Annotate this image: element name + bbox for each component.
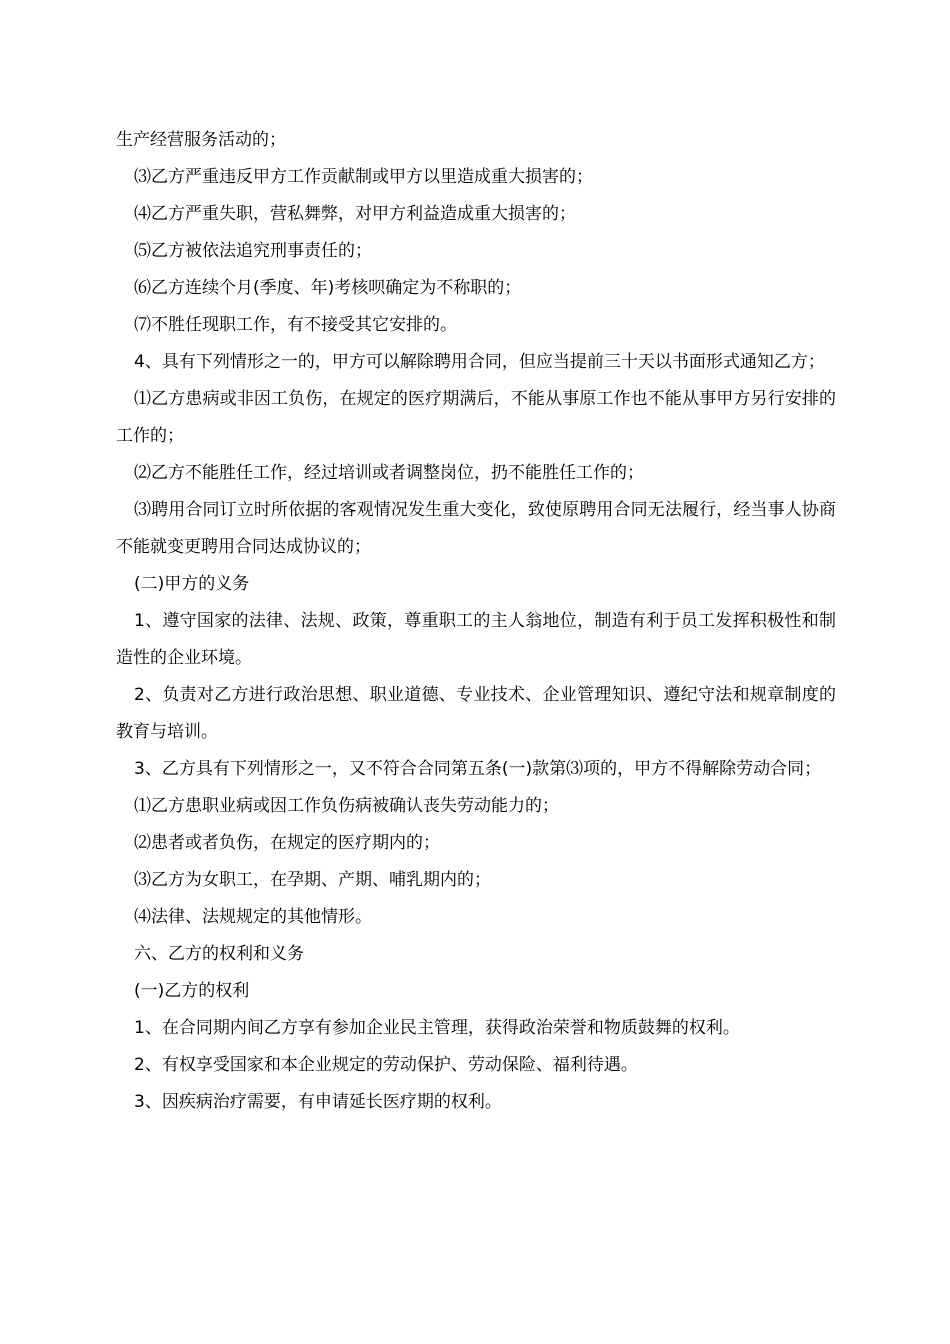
paragraph: 1、遵守国家的法律、法规、政策，尊重职工的主人翁地位，制造有利于员工发挥积极性和制造性的企业环境。	[116, 611, 836, 668]
paragraph: ⑷法律、法规规定的其他情形。	[134, 907, 372, 927]
paragraph: ⑹乙方连续个月(季度、年)考核呗确定为不称职的；	[134, 278, 522, 298]
paragraph: ⑴乙方患病或非因工负伤，在规定的医疗期满后，不能从事原工作也不能从事甲方另行安排的工作的；	[116, 389, 836, 446]
paragraph: ⑶聘用合同订立时所依据的客观情况发生重大变化，致使原聘用合同无法履行，经当事人协商不能就变更聘用合同达成协议的；	[116, 500, 836, 557]
paragraph: 3、因疾病治疗需要，有申请延长医疗期的权利。	[134, 1092, 502, 1112]
paragraph: (一)乙方的权利	[134, 981, 250, 1001]
paragraph: ⑸乙方被依法追究刑事责任的；	[134, 241, 372, 261]
paragraph: ⑺不胜任现职工作，有不接受其它安排的。	[134, 315, 457, 335]
paragraph: 2、有权享受国家和本企业规定的劳动保护、劳动保险、福利待遇。	[134, 1055, 638, 1075]
paragraph: (二)甲方的义务	[134, 574, 250, 594]
paragraph: ⑷乙方严重失职，营私舞弊，对甲方利益造成重大损害的；	[134, 204, 576, 224]
paragraph: 3、乙方具有下列情形之一，又不符合合同第五条(一)款第⑶项的，甲方不得解除劳动合同；	[134, 759, 822, 779]
paragraph: ⑵患者或者负伤，在规定的医疗期内的；	[134, 833, 440, 853]
paragraph: 生产经营服务活动的；	[116, 130, 286, 150]
paragraph: ⑴乙方患职业病或因工作负伤病被确认丧失劳动能力的；	[134, 796, 559, 816]
document-body	[116, 122, 836, 1121]
paragraph: 2、负责对乙方进行政治思想、职业道德、专业技术、企业管理知识、遵纪守法和规章制度的教育与培训。	[116, 685, 836, 742]
paragraph: ⑵乙方不能胜任工作，经过培训或者调整岗位，扔不能胜任工作的；	[134, 463, 644, 483]
paragraph: 4、具有下列情形之一的，甲方可以解除聘用合同，但应当提前三十天以书面形式通知乙方；	[134, 352, 825, 372]
paragraph: ⑶乙方严重违反甲方工作贡献制或甲方以里造成重大损害的；	[134, 167, 593, 187]
paragraph: ⑶乙方为女职工，在孕期、产期、哺乳期内的；	[134, 870, 491, 890]
paragraph: 六、乙方的权利和义务	[134, 944, 304, 964]
paragraph: 1、在合同期内间乙方享有参加企业民主管理，获得政治荣誉和物质鼓舞的权利。	[134, 1018, 740, 1038]
